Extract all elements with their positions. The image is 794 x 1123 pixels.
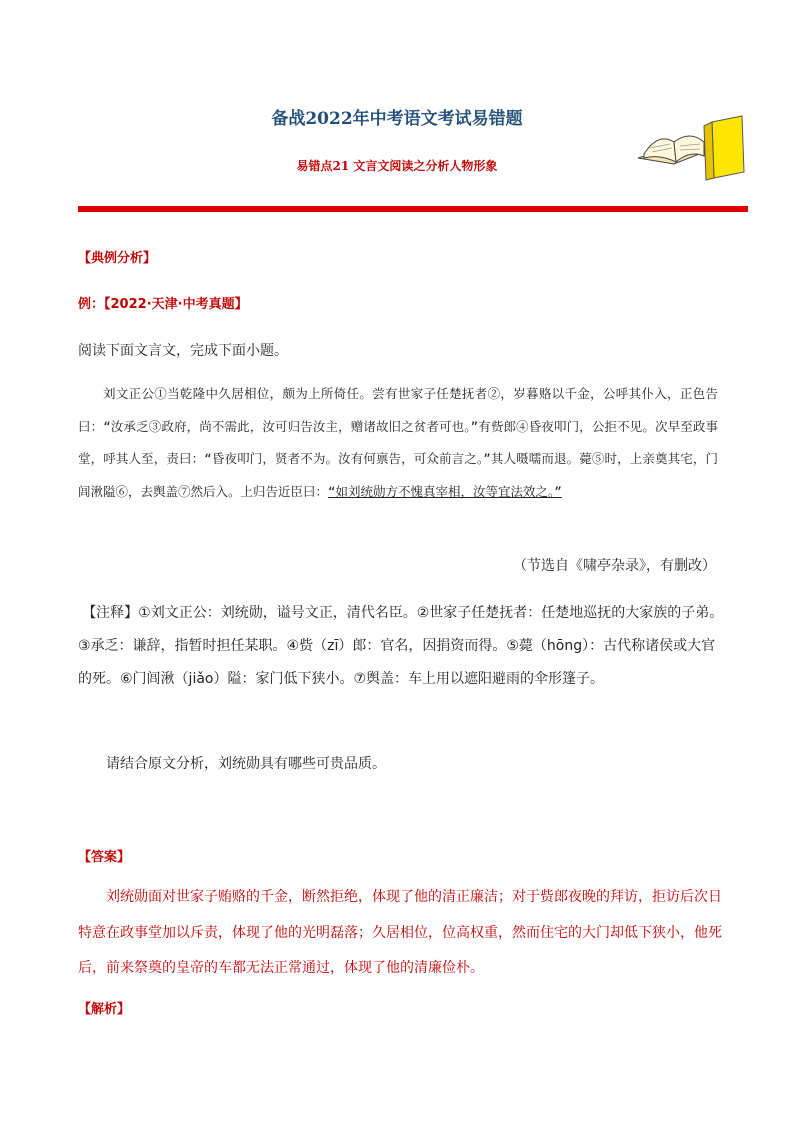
document-title: 备战2022年中考语文考试易错题 [271, 109, 523, 129]
passage-body: 刘文正公①当乾隆中久居相位，颇为上所倚任。尝有世家子任楚抚者②，岁暮赂以千金，公呼其仆入，正色告曰：“汝承乏③政府，尚不需此，汝可归告汝主，赠诸故旧之贫者可也。”有赀郎④昏夜叩门，公拒不见。次早至政事堂，呼其人至，责曰：“昏夜叩门，贤者不为。汝有何禀告，可众前言之。”其人嗫嚅而退。薨⑤时，上亲奠其宅，门闾湫隘⑥，去舆盖⑦然后入。上归告近臣曰： [78, 386, 718, 499]
example-source-tag: 【2022·天津·中考真题】 [104, 297, 248, 312]
document-subtitle: 易错点21 文言文阅读之分析人物形象 [296, 159, 498, 173]
answer-body [78, 880, 726, 987]
passage-quote: “如刘统勋方不愧真宰相，汝等宜法效之。” [328, 483, 562, 499]
section-heading-example: 【典例分析】 [78, 251, 157, 266]
notes-text: 【注释】①刘文正公：刘统勋，谥号文正，清代名臣。②世家子任楚抚者：任楚地巡抚的大家族的子弟。③承乏：谦辞，指暂时担任某职。④赀（zī）郎：官名，因捐资而得。⑤薨（hōng）：古代称诸侯或大官的死。⑥门闾湫（jiǎo）隘：家门低下狭小。⑦舆盖：车上用以遮阳避雨的伞形篷子。 [78, 605, 724, 687]
open-book-icon [634, 112, 746, 182]
example-prefix: 例： [78, 297, 105, 312]
header-divider [78, 206, 748, 212]
example-source [78, 293, 248, 312]
classical-passage [78, 378, 718, 508]
question-text: 请结合原文分析，刘统勋具有哪些可贵品质。 [106, 756, 386, 772]
annotation-notes [78, 597, 726, 696]
section-heading-answer: 【答案】 [78, 850, 131, 865]
reading-instruction: 阅读下面文言文，完成下面小题。 [78, 343, 288, 359]
section-heading-analysis: 【解析】 [78, 1002, 131, 1017]
passage-source-note: （节选自《啸亭杂录》，有删改） [513, 558, 716, 574]
answer-text: 刘统勋面对世家子贿赂的千金，断然拒绝，体现了他的清正廉洁；对于赀郎夜晚的拜访，拒访后次日特意在政事堂加以斥责，体现了他的光明磊落；久居相位，位高权重，然而住宅的大门却低下狭小，他死后，前来祭奠的皇帝的车都无法正常通过，体现了他的清廉俭朴。 [78, 889, 722, 976]
